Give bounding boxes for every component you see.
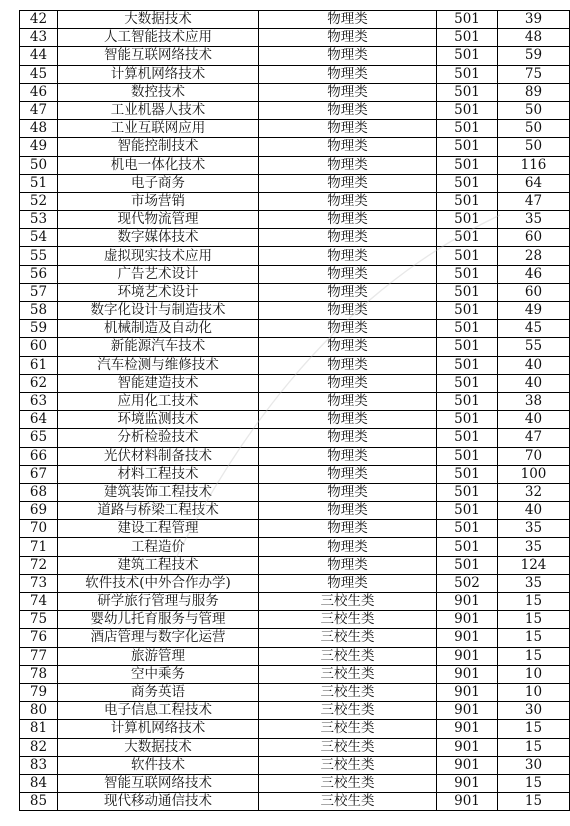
table-row (20, 720, 570, 738)
row-number-cell: 74 (20, 593, 58, 611)
major-name-cell: 电子商务 (58, 174, 259, 192)
major-code-cell: 501 (437, 229, 498, 247)
enrollment-count-cell: 48 (498, 29, 570, 47)
major-code-cell: 501 (437, 65, 498, 83)
major-code-cell: 501 (437, 29, 498, 47)
major-code-cell: 501 (437, 374, 498, 392)
row-number-cell: 84 (20, 774, 58, 792)
subject-category-cell: 物理类 (259, 320, 437, 338)
subject-category-cell: 物理类 (259, 120, 437, 138)
table-row (20, 392, 570, 410)
enrollment-count-cell: 10 (498, 665, 570, 683)
enrollment-count-cell: 35 (498, 538, 570, 556)
subject-category-cell: 物理类 (259, 356, 437, 374)
table-row (20, 283, 570, 301)
major-name-cell: 新能源汽车技术 (58, 338, 259, 356)
table-row (20, 247, 570, 265)
major-code-cell: 901 (437, 683, 498, 701)
enrollment-count-cell: 40 (498, 411, 570, 429)
major-code-cell: 501 (437, 538, 498, 556)
row-number-cell: 58 (20, 302, 58, 320)
enrollment-count-cell: 15 (498, 738, 570, 756)
table-row (20, 120, 570, 138)
major-code-cell: 501 (437, 283, 498, 301)
table-row (20, 411, 570, 429)
major-name-cell: 环境艺术设计 (58, 283, 259, 301)
major-name-cell: 数字化设计与制造技术 (58, 302, 259, 320)
subject-category-cell: 物理类 (259, 29, 437, 47)
table-row (20, 665, 570, 683)
enrollment-table (19, 10, 570, 811)
subject-category-cell: 物理类 (259, 101, 437, 119)
enrollment-count-cell: 59 (498, 47, 570, 65)
subject-category-cell: 物理类 (259, 374, 437, 392)
table-row (20, 374, 570, 392)
table-row (20, 556, 570, 574)
major-code-cell: 901 (437, 665, 498, 683)
major-code-cell: 501 (437, 392, 498, 410)
table-row (20, 47, 570, 65)
subject-category-cell: 物理类 (259, 465, 437, 483)
major-code-cell: 901 (437, 774, 498, 792)
table-row (20, 593, 570, 611)
enrollment-count-cell: 60 (498, 229, 570, 247)
major-code-cell: 501 (437, 11, 498, 29)
major-code-cell: 901 (437, 647, 498, 665)
major-name-cell: 工业机器人技术 (58, 101, 259, 119)
table-row (20, 229, 570, 247)
enrollment-count-cell: 15 (498, 593, 570, 611)
row-number-cell: 65 (20, 429, 58, 447)
row-number-cell: 60 (20, 338, 58, 356)
enrollment-count-cell: 40 (498, 374, 570, 392)
table-row (20, 356, 570, 374)
table-row (20, 429, 570, 447)
row-number-cell: 82 (20, 738, 58, 756)
table-row (20, 793, 570, 811)
major-code-cell: 501 (437, 556, 498, 574)
major-code-cell: 501 (437, 502, 498, 520)
table-row (20, 647, 570, 665)
subject-category-cell: 物理类 (259, 447, 437, 465)
major-name-cell: 建筑工程技术 (58, 556, 259, 574)
table-row (20, 502, 570, 520)
major-code-cell: 501 (437, 356, 498, 374)
table-row (20, 611, 570, 629)
table-row (20, 338, 570, 356)
enrollment-table-container (19, 10, 570, 811)
major-code-cell: 901 (437, 593, 498, 611)
row-number-cell: 53 (20, 211, 58, 229)
row-number-cell: 43 (20, 29, 58, 47)
major-name-cell: 环境监测技术 (58, 411, 259, 429)
major-name-cell: 现代物流管理 (58, 211, 259, 229)
row-number-cell: 57 (20, 283, 58, 301)
enrollment-count-cell: 39 (498, 11, 570, 29)
major-name-cell: 商务英语 (58, 683, 259, 701)
row-number-cell: 48 (20, 120, 58, 138)
enrollment-count-cell: 75 (498, 65, 570, 83)
subject-category-cell: 物理类 (259, 283, 437, 301)
major-name-cell: 机械制造及自动化 (58, 320, 259, 338)
row-number-cell: 42 (20, 11, 58, 29)
major-name-cell: 电子信息工程技术 (58, 702, 259, 720)
major-code-cell: 901 (437, 793, 498, 811)
enrollment-count-cell: 30 (498, 702, 570, 720)
major-name-cell: 工业互联网应用 (58, 120, 259, 138)
subject-category-cell: 物理类 (259, 574, 437, 592)
major-code-cell: 901 (437, 629, 498, 647)
major-code-cell: 501 (437, 156, 498, 174)
row-number-cell: 70 (20, 520, 58, 538)
table-row (20, 265, 570, 283)
major-code-cell: 901 (437, 611, 498, 629)
table-row (20, 465, 570, 483)
enrollment-count-cell: 15 (498, 774, 570, 792)
major-name-cell: 软件技术(中外合作办学) (58, 574, 259, 592)
major-code-cell: 501 (437, 465, 498, 483)
table-row (20, 29, 570, 47)
enrollment-count-cell: 10 (498, 683, 570, 701)
row-number-cell: 73 (20, 574, 58, 592)
major-name-cell: 虚拟现实技术应用 (58, 247, 259, 265)
subject-category-cell: 三校生类 (259, 793, 437, 811)
major-code-cell: 501 (437, 320, 498, 338)
subject-category-cell: 物理类 (259, 520, 437, 538)
row-number-cell: 45 (20, 65, 58, 83)
major-code-cell: 501 (437, 447, 498, 465)
row-number-cell: 56 (20, 265, 58, 283)
major-code-cell: 501 (437, 47, 498, 65)
major-name-cell: 广告艺术设计 (58, 265, 259, 283)
subject-category-cell: 物理类 (259, 502, 437, 520)
table-row (20, 756, 570, 774)
major-name-cell: 数字媒体技术 (58, 229, 259, 247)
subject-category-cell: 三校生类 (259, 702, 437, 720)
table-row (20, 11, 570, 29)
row-number-cell: 66 (20, 447, 58, 465)
major-name-cell: 软件技术 (58, 756, 259, 774)
enrollment-count-cell: 55 (498, 338, 570, 356)
enrollment-count-cell: 15 (498, 793, 570, 811)
major-name-cell: 计算机网络技术 (58, 65, 259, 83)
major-code-cell: 901 (437, 738, 498, 756)
subject-category-cell: 三校生类 (259, 647, 437, 665)
row-number-cell: 72 (20, 556, 58, 574)
major-name-cell: 建筑装饰工程技术 (58, 483, 259, 501)
enrollment-count-cell: 45 (498, 320, 570, 338)
row-number-cell: 67 (20, 465, 58, 483)
enrollment-count-cell: 124 (498, 556, 570, 574)
major-name-cell: 酒店管理与数字化运营 (58, 629, 259, 647)
table-row (20, 629, 570, 647)
major-name-cell: 分析检验技术 (58, 429, 259, 447)
enrollment-count-cell: 40 (498, 502, 570, 520)
major-code-cell: 501 (437, 247, 498, 265)
table-row (20, 774, 570, 792)
table-row (20, 683, 570, 701)
enrollment-count-cell: 50 (498, 138, 570, 156)
row-number-cell: 85 (20, 793, 58, 811)
enrollment-count-cell: 28 (498, 247, 570, 265)
subject-category-cell: 三校生类 (259, 738, 437, 756)
major-code-cell: 501 (437, 138, 498, 156)
row-number-cell: 68 (20, 483, 58, 501)
major-name-cell: 智能建造技术 (58, 374, 259, 392)
subject-category-cell: 物理类 (259, 302, 437, 320)
major-name-cell: 研学旅行管理与服务 (58, 593, 259, 611)
row-number-cell: 61 (20, 356, 58, 374)
table-row (20, 738, 570, 756)
table-row (20, 65, 570, 83)
enrollment-count-cell: 49 (498, 302, 570, 320)
enrollment-count-cell: 15 (498, 720, 570, 738)
row-number-cell: 80 (20, 702, 58, 720)
row-number-cell: 55 (20, 247, 58, 265)
enrollment-count-cell: 35 (498, 211, 570, 229)
major-name-cell: 智能互联网络技术 (58, 774, 259, 792)
major-name-cell: 空中乘务 (58, 665, 259, 683)
subject-category-cell: 三校生类 (259, 774, 437, 792)
table-row (20, 574, 570, 592)
row-number-cell: 50 (20, 156, 58, 174)
enrollment-count-cell: 35 (498, 574, 570, 592)
enrollment-count-cell: 47 (498, 192, 570, 210)
table-row (20, 192, 570, 210)
table-row (20, 138, 570, 156)
major-code-cell: 501 (437, 83, 498, 101)
subject-category-cell: 物理类 (259, 229, 437, 247)
subject-category-cell: 三校生类 (259, 756, 437, 774)
major-name-cell: 光伏材料制备技术 (58, 447, 259, 465)
major-name-cell: 机电一体化技术 (58, 156, 259, 174)
subject-category-cell: 三校生类 (259, 665, 437, 683)
major-name-cell: 人工智能技术应用 (58, 29, 259, 47)
subject-category-cell: 物理类 (259, 265, 437, 283)
major-code-cell: 901 (437, 720, 498, 738)
major-name-cell: 道路与桥梁工程技术 (58, 502, 259, 520)
table-row (20, 320, 570, 338)
major-name-cell: 智能互联网络技术 (58, 47, 259, 65)
subject-category-cell: 物理类 (259, 538, 437, 556)
subject-category-cell: 物理类 (259, 47, 437, 65)
table-row (20, 538, 570, 556)
enrollment-count-cell: 30 (498, 756, 570, 774)
major-code-cell: 501 (437, 483, 498, 501)
row-number-cell: 46 (20, 83, 58, 101)
major-code-cell: 501 (437, 265, 498, 283)
subject-category-cell: 物理类 (259, 556, 437, 574)
major-name-cell: 大数据技术 (58, 738, 259, 756)
subject-category-cell: 物理类 (259, 174, 437, 192)
enrollment-count-cell: 38 (498, 392, 570, 410)
row-number-cell: 75 (20, 611, 58, 629)
table-row (20, 483, 570, 501)
row-number-cell: 64 (20, 411, 58, 429)
major-code-cell: 501 (437, 174, 498, 192)
table-row (20, 174, 570, 192)
row-number-cell: 77 (20, 647, 58, 665)
major-name-cell: 现代移动通信技术 (58, 793, 259, 811)
subject-category-cell: 三校生类 (259, 593, 437, 611)
major-name-cell: 数控技术 (58, 83, 259, 101)
subject-category-cell: 物理类 (259, 83, 437, 101)
row-number-cell: 71 (20, 538, 58, 556)
row-number-cell: 47 (20, 101, 58, 119)
enrollment-count-cell: 46 (498, 265, 570, 283)
major-name-cell: 材料工程技术 (58, 465, 259, 483)
row-number-cell: 83 (20, 756, 58, 774)
major-name-cell: 大数据技术 (58, 11, 259, 29)
enrollment-count-cell: 15 (498, 629, 570, 647)
enrollment-count-cell: 40 (498, 356, 570, 374)
enrollment-count-cell: 32 (498, 483, 570, 501)
row-number-cell: 79 (20, 683, 58, 701)
enrollment-count-cell: 89 (498, 83, 570, 101)
subject-category-cell: 物理类 (259, 156, 437, 174)
major-code-cell: 501 (437, 520, 498, 538)
row-number-cell: 49 (20, 138, 58, 156)
major-code-cell: 901 (437, 756, 498, 774)
major-name-cell: 计算机网络技术 (58, 720, 259, 738)
major-code-cell: 501 (437, 411, 498, 429)
major-name-cell: 建设工程管理 (58, 520, 259, 538)
major-code-cell: 501 (437, 338, 498, 356)
major-code-cell: 501 (437, 429, 498, 447)
subject-category-cell: 物理类 (259, 211, 437, 229)
table-row (20, 156, 570, 174)
subject-category-cell: 物理类 (259, 192, 437, 210)
enrollment-count-cell: 15 (498, 647, 570, 665)
table-row (20, 447, 570, 465)
enrollment-count-cell: 50 (498, 120, 570, 138)
row-number-cell: 62 (20, 374, 58, 392)
table-row (20, 101, 570, 119)
enrollment-count-cell: 116 (498, 156, 570, 174)
subject-category-cell: 物理类 (259, 138, 437, 156)
subject-category-cell: 三校生类 (259, 629, 437, 647)
row-number-cell: 81 (20, 720, 58, 738)
row-number-cell: 78 (20, 665, 58, 683)
major-name-cell: 婴幼儿托育服务与管理 (58, 611, 259, 629)
major-name-cell: 旅游管理 (58, 647, 259, 665)
table-row (20, 702, 570, 720)
row-number-cell: 44 (20, 47, 58, 65)
major-code-cell: 501 (437, 302, 498, 320)
row-number-cell: 51 (20, 174, 58, 192)
row-number-cell: 76 (20, 629, 58, 647)
enrollment-count-cell: 64 (498, 174, 570, 192)
enrollment-count-cell: 100 (498, 465, 570, 483)
row-number-cell: 63 (20, 392, 58, 410)
table-row (20, 520, 570, 538)
subject-category-cell: 物理类 (259, 65, 437, 83)
subject-category-cell: 物理类 (259, 392, 437, 410)
row-number-cell: 54 (20, 229, 58, 247)
major-name-cell: 汽车检测与维修技术 (58, 356, 259, 374)
major-code-cell: 501 (437, 120, 498, 138)
enrollment-count-cell: 47 (498, 429, 570, 447)
table-row (20, 211, 570, 229)
major-code-cell: 901 (437, 702, 498, 720)
subject-category-cell: 三校生类 (259, 683, 437, 701)
major-code-cell: 501 (437, 192, 498, 210)
row-number-cell: 59 (20, 320, 58, 338)
major-name-cell: 应用化工技术 (58, 392, 259, 410)
subject-category-cell: 三校生类 (259, 720, 437, 738)
major-code-cell: 502 (437, 574, 498, 592)
table-row (20, 83, 570, 101)
major-code-cell: 501 (437, 211, 498, 229)
row-number-cell: 52 (20, 192, 58, 210)
major-name-cell: 工程造价 (58, 538, 259, 556)
major-code-cell: 501 (437, 101, 498, 119)
subject-category-cell: 物理类 (259, 247, 437, 265)
major-name-cell: 智能控制技术 (58, 138, 259, 156)
enrollment-count-cell: 50 (498, 101, 570, 119)
subject-category-cell: 物理类 (259, 483, 437, 501)
subject-category-cell: 物理类 (259, 338, 437, 356)
major-name-cell: 市场营销 (58, 192, 259, 210)
table-row (20, 302, 570, 320)
enrollment-count-cell: 70 (498, 447, 570, 465)
enrollment-count-cell: 35 (498, 520, 570, 538)
subject-category-cell: 物理类 (259, 429, 437, 447)
subject-category-cell: 物理类 (259, 411, 437, 429)
enrollment-count-cell: 15 (498, 611, 570, 629)
subject-category-cell: 物理类 (259, 11, 437, 29)
subject-category-cell: 三校生类 (259, 611, 437, 629)
table-body (20, 11, 570, 811)
row-number-cell: 69 (20, 502, 58, 520)
enrollment-count-cell: 60 (498, 283, 570, 301)
